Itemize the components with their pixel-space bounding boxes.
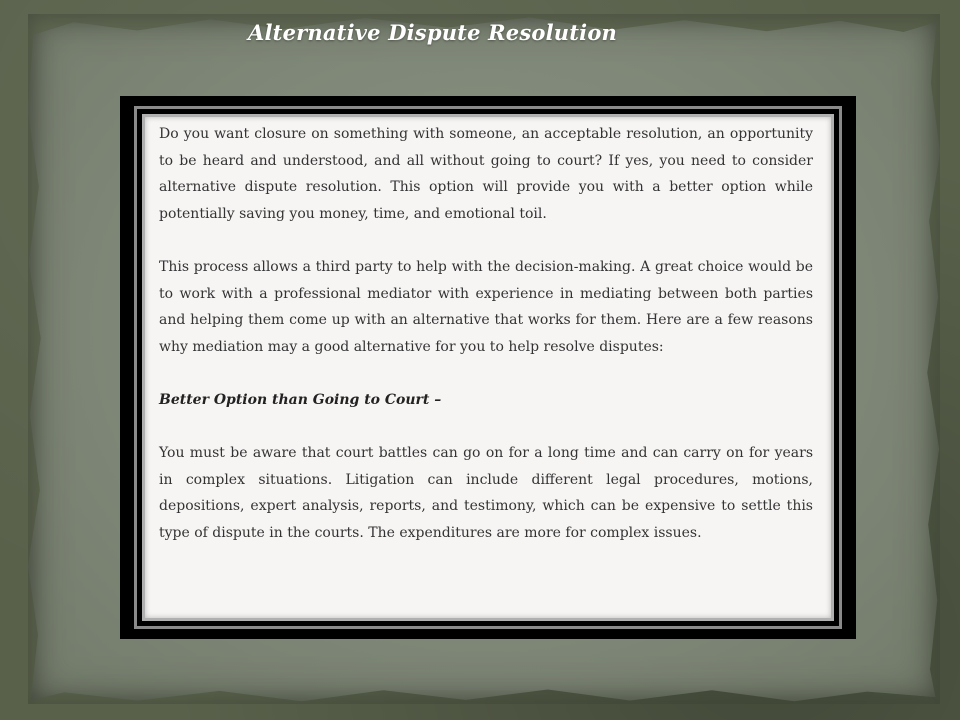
article-text-box	[145, 117, 831, 618]
article-body	[159, 121, 813, 547]
text-frame	[120, 96, 856, 639]
article-subheading: Better Option than Going to Court –	[159, 391, 442, 408]
frame-border-inner	[142, 114, 834, 621]
article-paragraph-1: Do you want closure on something with someone, an acceptable resolution, an opportunity to be heard and understood, and all without going to court? If yes, you need to consider alternative dispute resolution. This option will provide you with a better option while potentially saving you money, time, and emotional toil.	[159, 126, 813, 222]
slide-title: Alternative Dispute Resolution	[248, 20, 617, 45]
frame-border-middle	[137, 109, 839, 626]
article-paragraph-3: You must be aware that court battles can go on for a long time and can carry on for years in complex situations. Litigation can include different legal procedures, motions, depositions, expert analysis, reports, and testimony, which can be expensive to settle this type of dispute in the courts. The expenditures are more for complex issues.	[159, 445, 813, 541]
article-paragraph-2: This process allows a third party to help with the decision-making. A great choice would be to work with a professional mediator with experience in mediating between both parties and helping them come up with an alternative that works for them. Here are a few reasons why mediation may a good alternative for you to help resolve disputes:	[159, 258, 813, 355]
frame-border-outer	[134, 106, 842, 629]
